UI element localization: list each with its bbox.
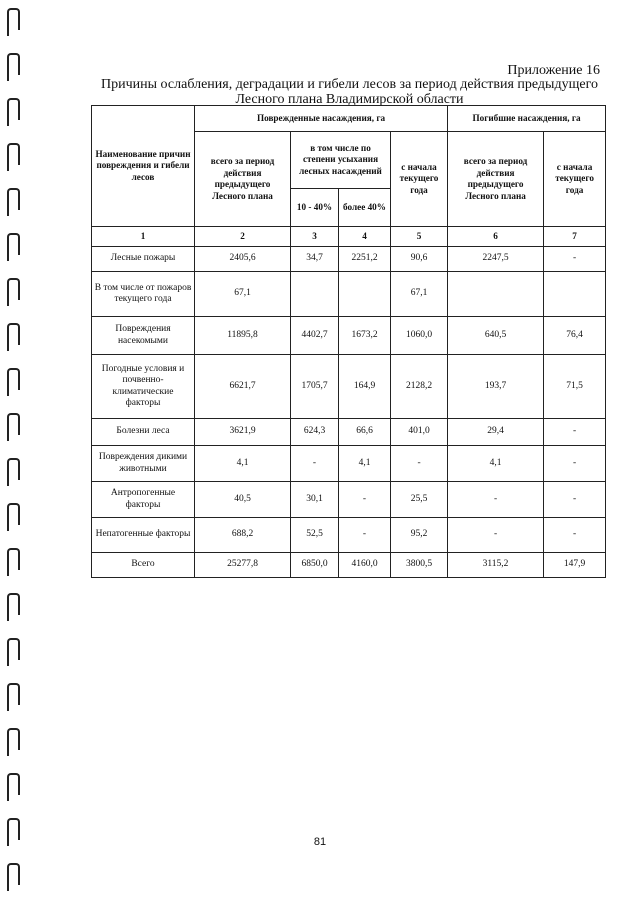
cell-dead-year: 147,9	[544, 553, 606, 578]
cell-damaged-total: 6621,7	[195, 355, 291, 419]
forest-damage-table	[91, 105, 606, 578]
cell-damaged-total: 3621,9	[195, 419, 291, 446]
binding-ring-icon	[7, 728, 20, 750]
cell-deg-over-40: 1673,2	[339, 317, 391, 355]
col-number: 5	[391, 227, 448, 247]
cell-damaged-total: 11895,8	[195, 317, 291, 355]
cell-dead-total: -	[448, 518, 544, 553]
header-cause: Наименование причин повреждения и гибели лесов	[92, 106, 195, 227]
cell-damaged-total: 2405,6	[195, 247, 291, 272]
row-cause: Всего	[92, 553, 195, 578]
row-cause: Погодные условия и почвенно-климатические факторы	[92, 355, 195, 419]
cell-dead-total: 193,7	[448, 355, 544, 419]
header-dead-year: с начала текущего года	[544, 132, 606, 227]
cell-damaged-year: 95,2	[391, 518, 448, 553]
cell-deg-10-40: 624,3	[291, 419, 339, 446]
row-cause: Повреждения дикими животными	[92, 446, 195, 482]
cell-deg-10-40: 34,7	[291, 247, 339, 272]
cell-damaged-year: 401,0	[391, 419, 448, 446]
table-row	[92, 518, 606, 553]
cell-dead-year	[544, 272, 606, 317]
col-number: 7	[544, 227, 606, 247]
binding-ring-icon	[7, 503, 20, 525]
cell-damaged-total: 4,1	[195, 446, 291, 482]
col-number: 2	[195, 227, 291, 247]
cell-damaged-total: 688,2	[195, 518, 291, 553]
row-cause: Лесные пожары	[92, 247, 195, 272]
cell-deg-over-40: -	[339, 518, 391, 553]
cell-damaged-total: 25277,8	[195, 553, 291, 578]
cell-deg-10-40: 30,1	[291, 482, 339, 518]
cell-deg-over-40: 4160,0	[339, 553, 391, 578]
cell-deg-10-40: 1705,7	[291, 355, 339, 419]
cell-dead-year: -	[544, 446, 606, 482]
cell-dead-total: 640,5	[448, 317, 544, 355]
cell-dead-year: 76,4	[544, 317, 606, 355]
cell-damaged-year: 2128,2	[391, 355, 448, 419]
binding-ring-icon	[7, 863, 20, 885]
cell-damaged-year: -	[391, 446, 448, 482]
cell-damaged-year: 67,1	[391, 272, 448, 317]
cell-deg-over-40: 164,9	[339, 355, 391, 419]
row-cause: Повреждения насекомыми	[92, 317, 195, 355]
table-row	[92, 272, 606, 317]
table-row	[92, 419, 606, 446]
cell-deg-10-40: 6850,0	[291, 553, 339, 578]
table-row	[92, 247, 606, 272]
binding-ring-icon	[7, 233, 20, 255]
cell-dead-year: -	[544, 419, 606, 446]
binding-ring-icon	[7, 323, 20, 345]
binding-ring-icon	[7, 638, 20, 660]
binding-ring-icon	[7, 593, 20, 615]
spiral-binding	[7, 0, 21, 905]
col-number: 3	[291, 227, 339, 247]
cell-damaged-year: 25,5	[391, 482, 448, 518]
cell-deg-10-40: 52,5	[291, 518, 339, 553]
cell-dead-total	[448, 272, 544, 317]
header-damaged-group: Поврежденные насаждения, га	[195, 106, 448, 132]
binding-ring-icon	[7, 278, 20, 300]
cell-deg-10-40: 4402,7	[291, 317, 339, 355]
cell-damaged-year: 90,6	[391, 247, 448, 272]
cell-dead-total: 3115,2	[448, 553, 544, 578]
cell-deg-over-40: -	[339, 482, 391, 518]
table-row	[92, 482, 606, 518]
table-row	[92, 446, 606, 482]
cell-deg-10-40	[291, 272, 339, 317]
row-cause: Непатогенные факторы	[92, 518, 195, 553]
binding-ring-icon	[7, 548, 20, 570]
col-number: 4	[339, 227, 391, 247]
binding-ring-icon	[7, 8, 20, 30]
header-dead-group: Погибшие насаждения, га	[448, 106, 606, 132]
page-title: Причины ослабления, деградации и гибели лесов за период действия предыдущего Лесного плана Владимирской области	[101, 77, 598, 107]
cell-damaged-total: 40,5	[195, 482, 291, 518]
cell-dead-year: -	[544, 482, 606, 518]
header-damaged-year: с начала текущего года	[391, 132, 448, 227]
header-deg-10-40: 10 - 40%	[291, 189, 339, 227]
table-row	[92, 355, 606, 419]
cell-dead-total: 4,1	[448, 446, 544, 482]
cell-deg-over-40: 4,1	[339, 446, 391, 482]
header-deg-over-40: более 40%	[339, 189, 391, 227]
col-number: 1	[92, 227, 195, 247]
header-dead-total: всего за период действия предыдущего Лесного плана	[448, 132, 544, 227]
page-number: 81	[313, 836, 327, 848]
cell-deg-over-40	[339, 272, 391, 317]
binding-ring-icon	[7, 368, 20, 390]
binding-ring-icon	[7, 458, 20, 480]
table-row	[92, 317, 606, 355]
binding-ring-icon	[7, 413, 20, 435]
binding-ring-icon	[7, 98, 20, 120]
appendix-label: Приложение 16	[507, 63, 600, 78]
cell-damaged-year: 3800,5	[391, 553, 448, 578]
row-cause: Болезни леса	[92, 419, 195, 446]
cell-dead-total: -	[448, 482, 544, 518]
cell-dead-year: -	[544, 518, 606, 553]
table-row-total	[92, 553, 606, 578]
binding-ring-icon	[7, 773, 20, 795]
cell-dead-total: 29,4	[448, 419, 544, 446]
header-damaged-total: всего за период действия предыдущего Лесного плана	[195, 132, 291, 227]
cell-damaged-total: 67,1	[195, 272, 291, 317]
binding-ring-icon	[7, 53, 20, 75]
col-number: 6	[448, 227, 544, 247]
cell-deg-10-40: -	[291, 446, 339, 482]
binding-ring-icon	[7, 143, 20, 165]
cell-damaged-year: 1060,0	[391, 317, 448, 355]
cell-deg-over-40: 2251,2	[339, 247, 391, 272]
binding-ring-icon	[7, 683, 20, 705]
row-cause: Антропогенные факторы	[92, 482, 195, 518]
cell-dead-year: 71,5	[544, 355, 606, 419]
cell-deg-over-40: 66,6	[339, 419, 391, 446]
header-by-degree: в том числе по степени усыхания лесных насаждений	[291, 132, 391, 189]
row-cause: В том числе от пожаров текущего года	[92, 272, 195, 317]
binding-ring-icon	[7, 188, 20, 210]
cell-dead-total: 2247,5	[448, 247, 544, 272]
cell-dead-year: -	[544, 247, 606, 272]
